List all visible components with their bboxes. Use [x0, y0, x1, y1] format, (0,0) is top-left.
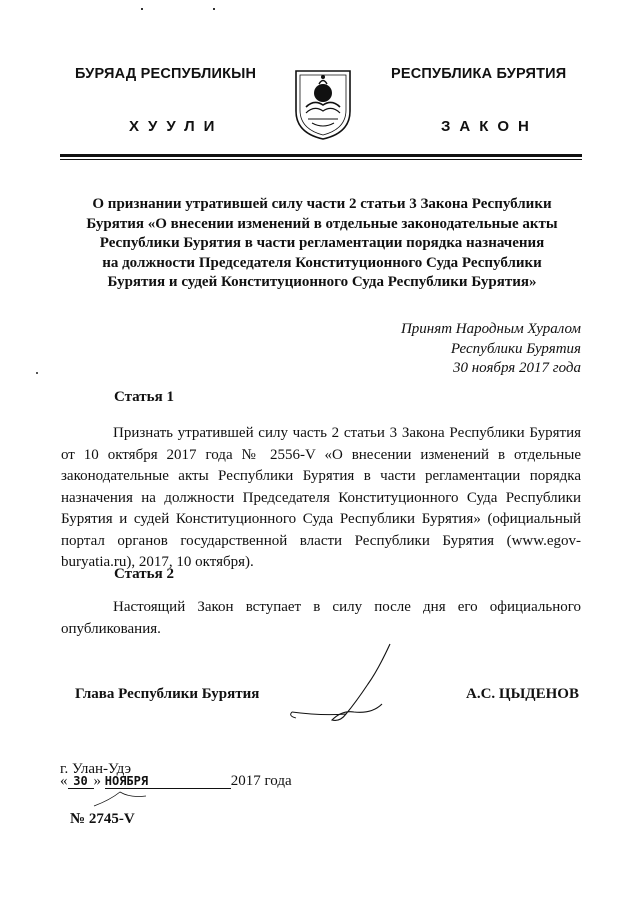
law-title-line: Республики Бурятия в части регламентации порядка назначения	[99, 235, 545, 251]
article-1-body	[61, 423, 581, 574]
law-title	[66, 195, 578, 293]
date-year: 2017 года	[230, 773, 292, 789]
header-right-republic: РЕСПУБЛИКА БУРЯТИЯ	[391, 66, 567, 82]
coat-of-arms-icon	[292, 63, 354, 141]
date-day: 30	[68, 774, 94, 789]
law-title-line: Бурятия «О внесении изменений в отдельные законодательные акты	[86, 215, 558, 232]
article-2-body	[61, 597, 581, 640]
article-2-text: Настоящий Закон вступает в силу после дня его официального опубликования.	[61, 599, 581, 637]
header-divider-thick	[60, 154, 582, 157]
adoption-date: 30 ноября 2017 года	[452, 360, 581, 376]
handwritten-signature	[282, 640, 412, 740]
signatory-position: Глава Республики Бурятия	[75, 686, 260, 702]
law-title-line: О признании утратившей силу части 2 статьи 3 Закона Республики	[92, 196, 552, 212]
header-left-doc-type: ХУУЛИ	[129, 118, 224, 135]
date-quote-close: »	[93, 773, 101, 789]
header-left-republic: БУРЯАД РЕСПУБЛИКЫН	[75, 66, 257, 82]
law-title-line: на должности Председателя Конституционного Суда Республики	[102, 254, 542, 271]
adoption-line: Принят Народным Хуралом	[400, 321, 581, 337]
handwritten-initials	[90, 788, 150, 810]
article-1-heading: Статья 1	[114, 389, 174, 405]
date-month: НОЯБРЯ	[105, 774, 231, 789]
header-divider-thin	[60, 159, 582, 160]
article-1-text: Признать утратившей силу часть 2 статьи 3 Закона Республики Бурятия от 10 октября 2017 года № 2556-V «О внесении изменений в отдельные законодательные акты Республики Бурятия в части регламентации порядка назначения на должности Председателя Конституционного Суда Республики Бурятия и судей Конституционного Суда Республики Бурятия» (официальный портал органов государственной власти Республики Бурятия (www.egov-buryatia.ru), 2017, 10 октября).	[61, 425, 581, 570]
signatory-name: А.С. ЦЫДЕНОВ	[466, 686, 579, 702]
law-number: № 2745-V	[70, 811, 135, 827]
city: г. Улан-Удэ	[60, 761, 132, 777]
adoption-line: Республики Бурятия	[450, 340, 581, 357]
law-title-line: Бурятия и судей Конституционного Суда Республики Бурятия»	[107, 274, 537, 290]
date-quote-open: «	[60, 773, 68, 789]
header-right-doc-type: ЗАКОН	[441, 118, 538, 135]
adoption-note	[330, 320, 581, 379]
article-2-heading: Статья 2	[114, 566, 174, 582]
